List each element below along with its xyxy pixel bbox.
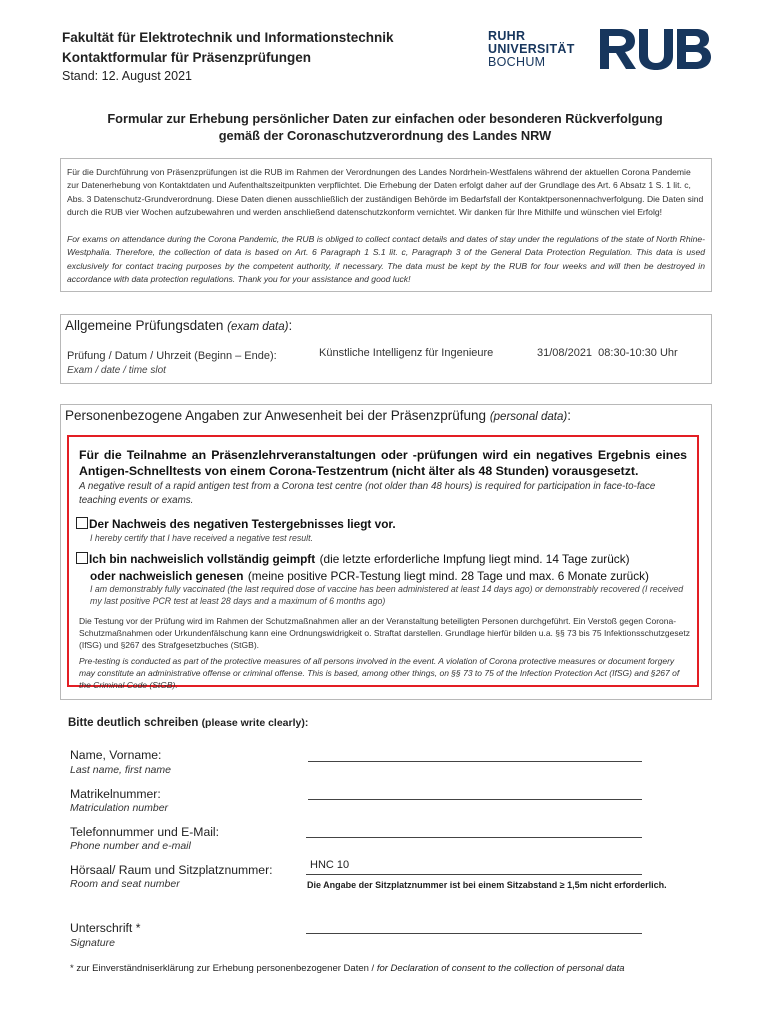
- write-clearly-de: Bitte deutlich schreiben: [68, 717, 199, 729]
- intro-german: Für die Durchführung von Präsenzprüfungen ist die RUB im Rahmen der Verordnungen des Landes Nordrhein-Westfalens während der aktuellen Corona Pandemie zur Datenerhebung von Kontaktdaten und Aufenthaltszeitpunkten verpflichtet. Die Erhebung der Daten erfolgt daher auf der Grundlage des Art. 6 Absatz 1 S. 1 lit. c, Abs. 3 Datenschutz-Grundverordnung. Diese Daten dienen ausschließlich der zuständigen Behörde im Bedarfsfall der Kontaktpersonennachverfolgung. Die Daten sind durch die RUB vier Wochen aufzubewahren und werden anschließend datenschutzkonform vernichtet. Wir danken für Ihre Mithilfe und wünschen viel Erfolg!: [67, 167, 704, 218]
- legal-notice-de: Die Testung vor der Prüfung wird im Rahmen der Schutzmaßnahmen aller an der Veranstaltung beteiligten Personen durchgeführt. Ein Verstoß gegen Corona-Schutzmaßnahmen oder Urkundenfälschung kann eine Ordnungswidrigkeit o. Straftat darstellen. Grundlage hierfür bilden u.a. §§ 73 bis 75 Infektionsschutzgesetz (IfSG) und §267 des Strafgesetzbuches (StGB).: [79, 616, 690, 651]
- logo-line-2: UNIVERSITÄT: [488, 42, 575, 56]
- vaccinated-recovered-en: I am demonstrably fully vaccinated (the last required dose of vaccine has been administered at least 14 days ago) or demonstrably recovered (I received my last positive PCR test at least 28 days and a maximum of 6 months ago): [90, 584, 684, 606]
- rub-logo-mark: [598, 26, 712, 72]
- form-title: [40, 110, 730, 144]
- form-title-line-2: gemäß der Coronaschutzverordnung des Landes NRW: [218, 128, 552, 143]
- signature-label-en: Signature: [70, 937, 115, 949]
- signature-label: Unterschrift *: [70, 921, 141, 935]
- vaccinated-label: Ich bin nachweislich vollständig geimpft: [89, 552, 316, 566]
- exam-section-title: [65, 318, 292, 333]
- form-title-line-1: Formular zur Erhebung persönlicher Daten zur einfachen oder besonderen Rückverfolgung: [107, 111, 663, 126]
- write-clearly-heading: [68, 717, 308, 729]
- matrikel-label-en: Matriculation number: [70, 802, 169, 814]
- phone-label: Telefonnummer und E-Mail:: [70, 825, 220, 839]
- negative-test-checkbox[interactable]: [76, 517, 88, 529]
- name-label: Name, Vorname:: [70, 748, 162, 762]
- exam-section-colon: :: [288, 318, 293, 333]
- write-clearly-en: (please write clearly):: [201, 717, 309, 729]
- room-label-en: Room and seat number: [70, 878, 180, 890]
- name-label-en: Last name, first name: [70, 764, 171, 776]
- vaccinated-option[interactable]: [76, 550, 630, 568]
- recovered-label: oder nachweislich genesen: [90, 569, 244, 583]
- phone-input-line[interactable]: [306, 837, 642, 838]
- faculty-title: Fakultät für Elektrotechnik und Informationstechnik: [62, 30, 394, 45]
- requirement-box: [67, 435, 699, 691]
- legal-notice-en: Pre-testing is conducted as part of the protective measures of all persons involved in the event. A violation of Corona protective measures or document forgery may constitute an administrative offense or criminal offense. This is based, among other things, on §§ 73 to 75 of the Infection Protection Act (IfSG) and §267 of the Criminal Code (StGB).: [79, 656, 680, 691]
- room-input-line[interactable]: [306, 874, 642, 875]
- university-logo-text: [488, 30, 575, 69]
- exam-section-title-en: (exam data): [227, 321, 289, 333]
- form-name: Kontaktformular für Präsenzprüfungen: [62, 50, 312, 65]
- personal-section-title-en: (personal data): [489, 411, 568, 423]
- phone-label-en: Phone number and e-mail: [70, 840, 191, 852]
- matrikel-input-line[interactable]: [308, 799, 642, 800]
- matrikel-label: Matrikelnummer:: [70, 787, 161, 801]
- intro-english: For exams on attendance during the Corona Pandemic, the RUB is obliged to collect contact details and dates of stay under the regulations of the state of North Rhine-Westphalia. Therefore, the collection of data is based on Art. 6 Paragraph 1 S.1 lit. c, Paragraph 3 of the General Data Protection Regulation. This data is used exclusively for contact tracing purposes by the competent authority, if necessary. The data must be kept by the RUB for four weeks and will then be destroyed in accordance with data protection regulations. Thank you for your assistance and good luck!: [67, 234, 705, 285]
- room-value[interactable]: HNC 10: [310, 859, 350, 871]
- exam-section-title-de: Allgemeine Prüfungsdaten: [65, 318, 224, 333]
- negative-test-option[interactable]: [76, 515, 396, 533]
- requirement-text: Für die Teilnahme an Präsenzlehrveranstaltungen oder -prüfungen wird ein negatives Ergebnis eines Antigen-Schnelltests von einem Corona-Testzentrum (nicht älter als 48 Stunden) vorausgesetzt.: [79, 448, 687, 478]
- logo-line-3: BOCHUM: [488, 55, 546, 69]
- personal-section-colon: :: [567, 408, 571, 423]
- recovered-condition: (meine positive PCR-Testung liegt mind. 28 Tage und max. 6 Monate zurück): [247, 569, 649, 583]
- personal-section-title-de: Personenbezogene Angaben zur Anwesenheit bei der Präsenzprüfung: [65, 408, 487, 423]
- signature-input-line[interactable]: [306, 933, 642, 934]
- seat-number-note: Die Angabe der Sitzplatznummer ist bei einem Sitzabstand ≥ 1,5m nicht erforderlich.: [307, 880, 667, 890]
- negative-test-label: Der Nachweis des negativen Testergebnisses liegt vor.: [89, 517, 396, 531]
- exam-field-label-en: Exam / date / time slot: [67, 365, 166, 376]
- rub-logo-svg: [598, 26, 712, 72]
- intro-box: [60, 158, 712, 292]
- stand-date: Stand: 12. August 2021: [62, 69, 192, 83]
- exam-course-value[interactable]: Künstliche Intelligenz für Ingenieure: [319, 347, 494, 359]
- vaccinated-condition: (die letzte erforderliche Impfung liegt mind. 14 Tage zurück): [319, 552, 630, 566]
- room-label: Hörsaal/ Raum und Sitzplatznummer:: [70, 863, 273, 877]
- footnote: [70, 963, 625, 974]
- negative-test-label-en: I hereby certify that I have received a negative test result.: [90, 533, 313, 543]
- name-input-line[interactable]: [308, 761, 642, 762]
- logo-line-1: RUHR: [488, 29, 526, 43]
- vaccinated-checkbox[interactable]: [76, 552, 88, 564]
- requirement-text-en: A negative result of a rapid antigen test from a Corona test centre (not older than 48 hours) is required for participation in face-to-face teaching events or exams.: [79, 481, 656, 506]
- exam-data-box: [60, 314, 712, 384]
- footnote-en: for Declaration of consent to the collection of personal data: [376, 963, 625, 974]
- exam-datetime-value[interactable]: 31/08/2021 08:30-10:30 Uhr: [537, 347, 678, 359]
- personal-section-title: [65, 408, 571, 423]
- footnote-de: * zur Einverständniserklärung zur Erhebung personenbezogener Daten /: [70, 963, 375, 974]
- exam-field-label: Prüfung / Datum / Uhrzeit (Beginn – Ende):: [67, 350, 277, 362]
